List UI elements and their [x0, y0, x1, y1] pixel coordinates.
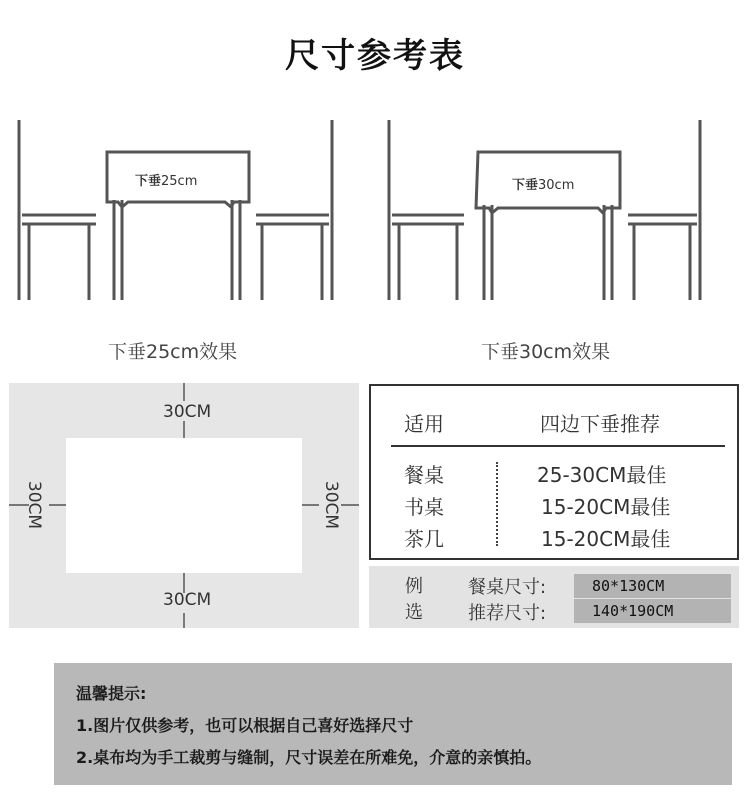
recommend-size-value: 140*190CM	[574, 599, 731, 623]
example-label-bottom: 选	[405, 602, 423, 623]
table-drape-30cm-illustration	[370, 110, 750, 310]
table-size-value: 80*130CM	[574, 574, 731, 598]
row-item: 餐桌	[404, 463, 444, 487]
tip-line: 1.图片仅供参考，也可以根据自己喜好选择尺寸	[76, 716, 414, 735]
header-recommend: 四边下垂推荐	[540, 412, 660, 436]
recommend-size-label: 推荐尺寸:	[468, 603, 547, 624]
drape-size-text: 30cm	[538, 178, 575, 193]
table-size-label: 餐桌尺寸:	[468, 577, 547, 598]
drape-label-left	[135, 170, 197, 189]
drape-label-text: 下垂	[512, 178, 539, 193]
row-value: 15-20CM最佳	[541, 495, 671, 519]
caption-30cm: 下垂30cm效果	[481, 341, 611, 363]
drape-left-measure: 30CM	[24, 480, 44, 530]
page-title: 尺寸参考表	[285, 36, 465, 76]
table-drape-25cm-illustration	[0, 110, 370, 310]
tip-line: 2.桌布均为手工裁剪与缝制，尺寸误差在所难免，介意的亲慎拍。	[76, 748, 542, 767]
header-divider	[391, 445, 725, 447]
row-item: 书桌	[404, 495, 444, 519]
example-label-top: 例	[405, 576, 423, 597]
drape-top-measure: 30CM	[163, 402, 212, 422]
column-divider	[496, 462, 498, 546]
drape-bottom-measure: 30CM	[163, 590, 212, 610]
drape-label-text: 下垂	[135, 174, 162, 189]
tips-heading: 温馨提示:	[76, 684, 147, 703]
row-item: 茶几	[404, 527, 444, 551]
drape-size-text: 25cm	[161, 174, 198, 189]
row-value: 25-30CM最佳	[537, 463, 667, 487]
caption-25cm: 下垂25cm效果	[108, 341, 238, 363]
header-applicable: 适用	[404, 412, 444, 436]
row-value: 15-20CM最佳	[541, 527, 671, 551]
drape-label-right	[512, 174, 574, 193]
drape-right-measure: 30CM	[321, 480, 341, 530]
